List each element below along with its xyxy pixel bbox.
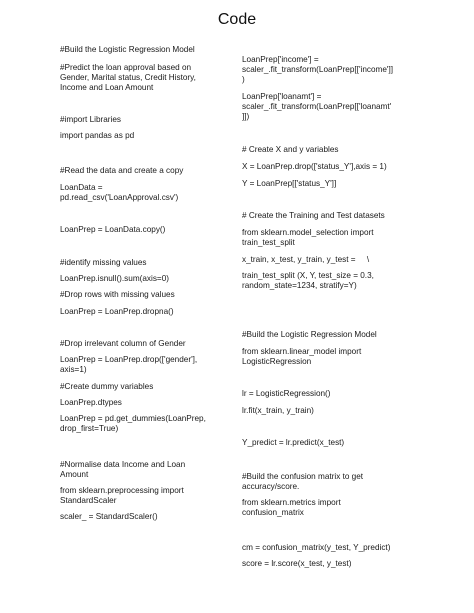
code-line: Y = LoanPrep[['status_Y']] <box>242 179 337 188</box>
code-line: score = lr.score(x_test, y_test) <box>242 559 352 568</box>
code-line: #Drop irrelevant column of Gender <box>60 339 186 348</box>
code-line: LoanPrep = LoanData.copy() <box>60 225 166 234</box>
code-line: # Create X and y variables <box>242 145 339 154</box>
code-line: #Normalise data Income and Loan Amount <box>60 460 186 480</box>
code-line: Y_predict = lr.predict(x_test) <box>242 438 345 447</box>
code-line: #Read the data and create a copy <box>60 166 184 175</box>
code-line: #Build the confusion matrix to get accuracy/score. <box>242 472 364 492</box>
code-line: LoanPrep.dtypes <box>60 398 122 407</box>
code-line: train_test_split (X, Y, test_size = 0.3, random_state=1234, stratify=Y) <box>242 271 374 291</box>
code-line: LoanPrep['income'] = scaler_.fit_transform(LoanPrep[['income']] ) <box>242 55 394 85</box>
code-line: cm = confusion_matrix(y_test, Y_predict) <box>242 543 391 552</box>
code-line: #Build the Logistic Regression Model <box>60 45 195 54</box>
code-line: from sklearn.metrics import confusion_matrix <box>242 498 341 518</box>
code-line: scaler_ = StandardScaler() <box>60 512 158 521</box>
code-line: LoanPrep = pd.get_dummies(LoanPrep, drop_first=True) <box>60 414 206 434</box>
code-line: LoanPrep['loanamt'] = scaler_.fit_transform(LoanPrep[['loanamt' ]]) <box>242 92 392 122</box>
code-line: #Create dummy variables <box>60 382 154 391</box>
code-line: #Drop rows with missing values <box>60 290 175 299</box>
code-line: LoanData = pd.read_csv('LoanApproval.csv') <box>60 183 179 203</box>
code-line: from sklearn.linear_model import LogisticRegression <box>242 347 362 367</box>
code-line: X = LoanPrep.drop(['status_Y'],axis = 1) <box>242 162 387 171</box>
code-line: #identify missing values <box>60 258 147 267</box>
code-line: from sklearn.model_selection import train_test_split <box>242 228 374 248</box>
code-line: LoanPrep = LoanPrep.drop(['gender'], axis=1) <box>60 355 198 375</box>
code-line: x_train, x_test, y_train, y_test = \ <box>242 255 370 264</box>
code-line: from sklearn.preprocessing import StandardScaler <box>60 486 184 506</box>
page-title: Code <box>217 11 257 28</box>
code-line: #Build the Logistic Regression Model <box>242 330 377 339</box>
code-line: LoanPrep = LoanPrep.dropna() <box>60 307 174 316</box>
code-line: #Predict the loan approval based on Gender, Marital status, Credit History, Income and Loan Amount <box>60 63 196 93</box>
code-line: #import Libraries <box>60 115 121 124</box>
code-line: LoanPrep.isnull().sum(axis=0) <box>60 274 169 283</box>
code-line: import pandas as pd <box>60 131 135 140</box>
code-line: lr = LogisticRegression() <box>242 389 331 398</box>
code-line: lr.fit(x_train, y_train) <box>242 406 314 415</box>
code-line: # Create the Training and Test datasets <box>242 211 385 220</box>
